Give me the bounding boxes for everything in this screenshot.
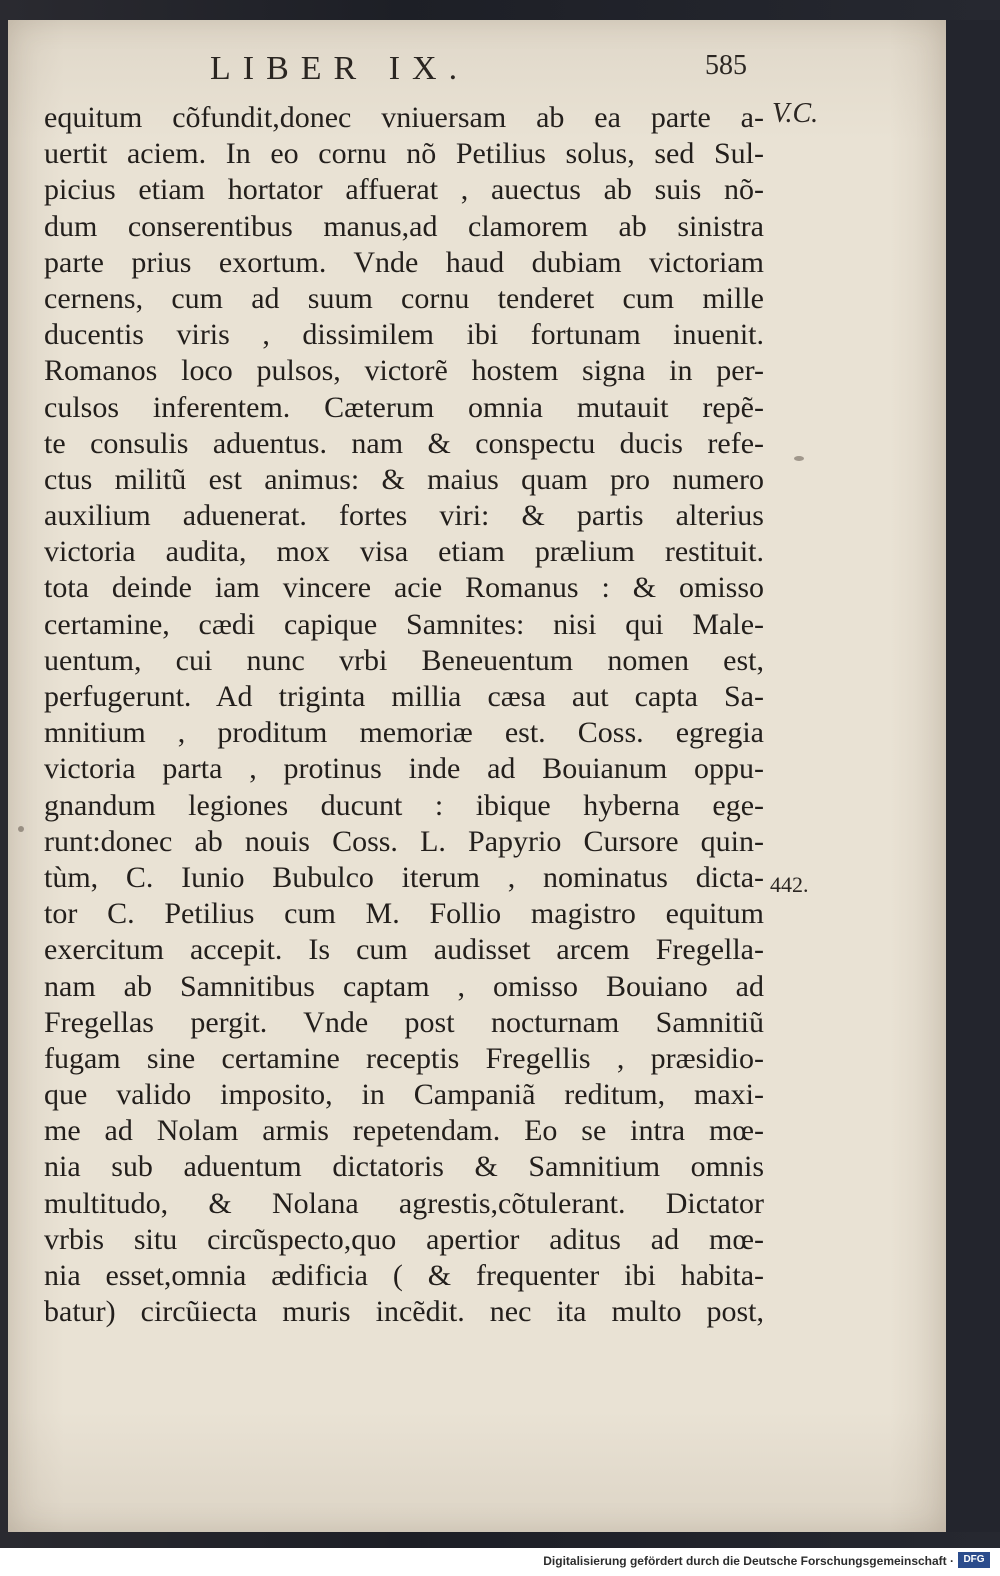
funding-credit: Digitalisierung gefördert durch die Deutsche Forschungsgemeinschaft ·: [543, 1554, 954, 1568]
text-line: uertit aciem. In eo cornu nõ Petilius solus, sed Sul-: [44, 137, 764, 171]
text-line: parte prius exortum. Vnde haud dubiam victoriam: [44, 245, 764, 279]
text-line: me ad Nolam armis repetendam. Eo se intra mœ-: [44, 1114, 764, 1148]
body-text: [44, 100, 764, 1330]
text-line: multitudo, & Nolana agrestis,cõtulerant. Dictator: [44, 1186, 764, 1220]
text-line: perfugerunt. Ad triginta millia cæsa aut capta Sa-: [44, 680, 764, 713]
marginal-note-year: 442.: [770, 872, 809, 897]
text-line: gnandum legiones ducunt : ibique hyberna ege-: [44, 788, 764, 822]
text-line: nia sub aduentum dictatoris & Samnitium omnis: [44, 1150, 764, 1184]
text-line: tota deinde iam vincere acie Romanus : & omisso: [44, 571, 764, 605]
text-line: tor C. Petilius cum M. Follio magistro equitum: [44, 897, 764, 931]
text-line: batur) circũiecta muris incẽdit. nec ita multo post,: [44, 1295, 764, 1329]
text-line: runt:donec ab nouis Coss. L. Papyrio Cursore quin-: [44, 824, 764, 858]
scan-edge-strip: [946, 20, 1000, 1532]
text-line: que valido imposito, in Campaniã reditum, maxi-: [44, 1078, 764, 1112]
ink-smudge: [18, 826, 24, 832]
text-line: Romanos loco pulsos, victorẽ hostem signa in per-: [44, 354, 764, 388]
dfg-logo: DFG: [958, 1552, 990, 1568]
text-line: dum conserentibus manus,ad clamorem ab sinistra: [44, 209, 764, 243]
text-line: certamine, cædi capique Samnites: nisi qui Male-: [44, 607, 764, 641]
text-line: mnitium , proditum memoriæ est. Coss. egregia: [44, 716, 764, 750]
text-line: te consulis aduentus. nam & conspectu ducis refe-: [44, 426, 764, 460]
marginal-note-vc: V.C.: [772, 98, 819, 129]
text-line: victoria audita, mox visa etiam prælium restituit.: [44, 535, 764, 569]
text-line: nam ab Samnitibus captam , omisso Bouiano ad: [44, 969, 764, 1003]
text-line: fugam sine certamine receptis Fregellis , præsidio-: [44, 1041, 764, 1075]
text-line: Fregellas pergit. Vnde post nocturnam Samnitiũ: [44, 1005, 764, 1039]
text-line: ducentis viris , dissimilem ibi fortunam inuenit.: [44, 318, 764, 352]
text-line: victoria parta , protinus inde ad Bouianum oppu-: [44, 752, 764, 786]
running-head: LIBER IX.: [210, 50, 470, 87]
text-line: nia esset,omnia ædificia ( & frequenter ibi habita-: [44, 1259, 764, 1292]
text-line: equitum cõfundit,donec vniuersam ab ea parte a-: [44, 101, 764, 134]
text-line: uentum, cui nunc vrbi Beneuentum nomen est,: [44, 643, 764, 677]
text-line: picius etiam hortator affuerat , auectus ab suis nõ-: [44, 173, 764, 207]
text-line: exercitum accepit. Is cum audisset arcem Fregella-: [44, 933, 764, 967]
text-line: cernens, cum ad suum cornu tenderet cum mille: [44, 281, 764, 315]
ink-smudge: [794, 456, 804, 461]
text-line: tùm, C. Iunio Bubulco iterum , nominatus dicta-: [44, 860, 764, 894]
text-line: vrbis situ circũspecto,quo apertior aditus ad mœ-: [44, 1222, 764, 1256]
page-number: 585: [705, 50, 747, 81]
text-line: culsos inferentem. Cæterum omnia mutauit repẽ-: [44, 390, 764, 424]
text-line: ctus militũ est animus: & maius quam pro numero: [44, 462, 764, 496]
text-line: auxilium aduenerat. fortes viri: & partis alterius: [44, 499, 764, 533]
